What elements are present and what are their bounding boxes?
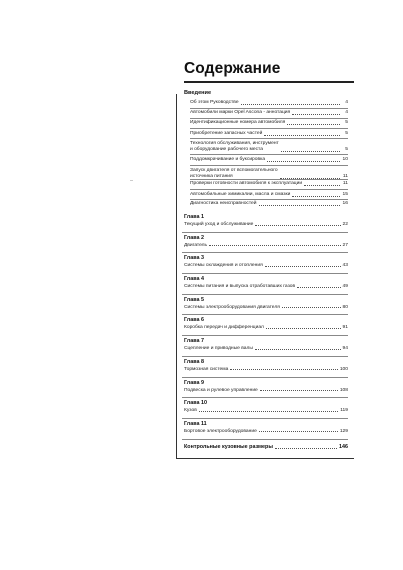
leader-dots	[292, 114, 340, 115]
chapter-page: 119	[340, 408, 348, 414]
chapter-entry[interactable]	[182, 296, 348, 317]
chapter-page: 100	[339, 366, 348, 372]
chapter-page: 129	[339, 428, 348, 434]
entry-separator	[190, 118, 348, 119]
leader-dots	[199, 411, 338, 412]
leader-dots	[255, 349, 341, 350]
final-entry-title: Контрольные кузовные размеры	[184, 444, 273, 450]
toc-entry[interactable]	[190, 131, 348, 137]
chapter-page: 91	[342, 325, 348, 331]
leader-dots	[265, 266, 341, 267]
leader-dots	[292, 196, 340, 197]
chapter-number: Глава 5	[184, 296, 204, 303]
chapter-title: Кузов	[184, 408, 197, 414]
chapter-separator	[182, 418, 348, 419]
chapter-entry[interactable]	[182, 337, 348, 358]
chapters	[182, 213, 348, 441]
toc-entry[interactable]	[190, 141, 348, 153]
entry-separator	[190, 128, 348, 129]
chapter-title: Системы охлаждения и отопления	[184, 263, 263, 269]
toc-entry-page: 4	[345, 100, 348, 105]
leader-dots	[282, 307, 341, 308]
toc-entry-title: Запуск двигателя от вспомогательного источника питания	[190, 168, 278, 180]
leader-dots	[255, 225, 340, 226]
toc-entry-title: Диагностика неисправностей	[190, 201, 257, 206]
chapter-number: Глава 1	[184, 214, 204, 220]
leader-dots	[281, 151, 340, 152]
leader-dots	[266, 328, 341, 329]
chapter-number: Глава 8	[184, 358, 204, 365]
chapter-number: Глава 3	[184, 255, 204, 262]
toc-entry-page: 5	[345, 147, 348, 153]
intro-heading: Введение	[184, 90, 212, 96]
leader-dots	[230, 369, 337, 370]
chapter-page: 43	[342, 263, 348, 269]
toc-entry-page: 11	[342, 174, 348, 180]
toc-frame-left	[176, 94, 177, 458]
toc-entry-title: Идентификационные номера автомобиля	[190, 120, 286, 125]
chapter-title: Системы электрооборудования двигателя	[184, 304, 280, 310]
chapter-entry[interactable]	[182, 399, 348, 420]
chapter-number: Глава 4	[184, 276, 204, 283]
entry-separator	[190, 108, 348, 109]
toc-entry-title: Технология обслуживания, инструмент и оборудование рабочего места	[190, 141, 279, 153]
chapter-page: 108	[339, 387, 348, 393]
chapter-title: Подвеска и рулевое управление	[184, 387, 258, 393]
toc-entry-page: 11	[342, 181, 348, 186]
chapter-page: 27	[342, 242, 348, 248]
leader-dots	[304, 185, 340, 186]
toc-entry-page: 16	[342, 201, 348, 206]
toc-entry[interactable]	[190, 120, 348, 126]
toc-entry[interactable]	[190, 110, 348, 116]
chapter-separator	[182, 439, 348, 440]
entry-separator	[190, 199, 348, 200]
chapter-page: 49	[342, 284, 348, 290]
chapter-separator	[182, 335, 348, 336]
toc-entry-title: Приобретение запасных частей	[190, 131, 263, 136]
chapter-separator	[182, 397, 348, 398]
toc-entry-title: Проверки готовности автомобиля к эксплуатации	[190, 181, 303, 186]
chapter-entry[interactable]	[182, 234, 348, 255]
toc-entry[interactable]	[190, 181, 348, 187]
chapter-entry[interactable]	[182, 379, 348, 400]
toc-entry-title: Поддомкрачивание и буксировка	[190, 157, 266, 162]
toc-entry-page: 4	[345, 110, 348, 115]
leader-dots	[259, 205, 341, 206]
toc-entry[interactable]	[190, 192, 348, 198]
chapter-entry[interactable]	[182, 275, 348, 296]
toc-entry-page: 5	[345, 131, 348, 136]
leader-dots	[287, 124, 340, 125]
chapter-number: Глава 10	[184, 400, 207, 407]
chapter-separator	[182, 356, 348, 357]
chapter-entry[interactable]	[182, 254, 348, 275]
chapter-page: 94	[342, 346, 348, 352]
leader-dots	[209, 245, 340, 246]
chapter-page: 22	[342, 222, 348, 227]
toc-entry-page: 5	[345, 120, 348, 125]
chapter-number: Глава 2	[184, 234, 204, 241]
title-underline	[184, 81, 354, 83]
chapter-title: Сцепление и приводные валы	[184, 346, 253, 352]
chapter-separator	[182, 252, 348, 253]
chapter-title: Системы питания и выпуска отработавших газов	[184, 284, 296, 290]
chapter-title: Бортовое электрооборудование	[184, 428, 257, 434]
chapter-separator	[182, 232, 348, 233]
page-title: Содержание	[184, 60, 281, 77]
entry-separator	[190, 154, 348, 155]
toc-entry-title: Автомобили марки Opel Ascona - аннотация	[190, 110, 291, 115]
chapter-entry[interactable]	[182, 213, 348, 234]
toc-entry[interactable]	[190, 157, 348, 163]
chapter-entry[interactable]	[182, 358, 348, 379]
toc-entry-page: 15	[342, 192, 348, 197]
toc-entry-title: Об этом Руководстве	[190, 100, 239, 105]
chapter-entry[interactable]	[182, 420, 348, 441]
chapter-number: Глава 9	[184, 379, 204, 386]
entry-separator	[190, 189, 348, 190]
entry-separator	[190, 179, 348, 180]
entry-separator	[190, 138, 348, 139]
chapter-separator	[182, 294, 348, 295]
chapter-title: Коробка передач и дифференциал	[184, 325, 264, 331]
chapter-number: Глава 11	[184, 420, 207, 427]
chapter-entry[interactable]	[182, 316, 348, 337]
toc-entry-page: 10	[342, 157, 348, 162]
toc-entry[interactable]	[190, 100, 348, 106]
chapter-number: Глава 7	[184, 338, 204, 345]
chapter-separator	[182, 314, 348, 315]
leader-dots	[264, 135, 340, 136]
leader-dots	[267, 161, 340, 162]
final-entry-page: 146	[339, 444, 348, 450]
leader-dots	[259, 431, 338, 432]
chapter-title: Тормозная система	[184, 366, 229, 372]
chapter-separator	[182, 273, 348, 274]
chapter-title: Текущий уход и обслуживание	[184, 222, 254, 227]
page-mark	[130, 180, 133, 181]
chapter-number: Глава 6	[184, 317, 204, 324]
chapter-separator	[182, 377, 348, 378]
entry-separator	[190, 165, 348, 166]
leader-dots	[241, 104, 340, 105]
toc-entry-title: Автомобильные химикалии, масла и смазки	[190, 192, 291, 197]
leader-dots	[275, 448, 337, 449]
chapter-title: Двигатель	[184, 242, 208, 248]
leader-dots	[260, 390, 338, 391]
chapter-page: 80	[342, 304, 348, 310]
toc-frame-bottom	[176, 458, 354, 459]
leader-dots	[297, 287, 340, 288]
toc-entry[interactable]	[190, 201, 348, 207]
toc-final-entry[interactable]	[184, 444, 348, 450]
